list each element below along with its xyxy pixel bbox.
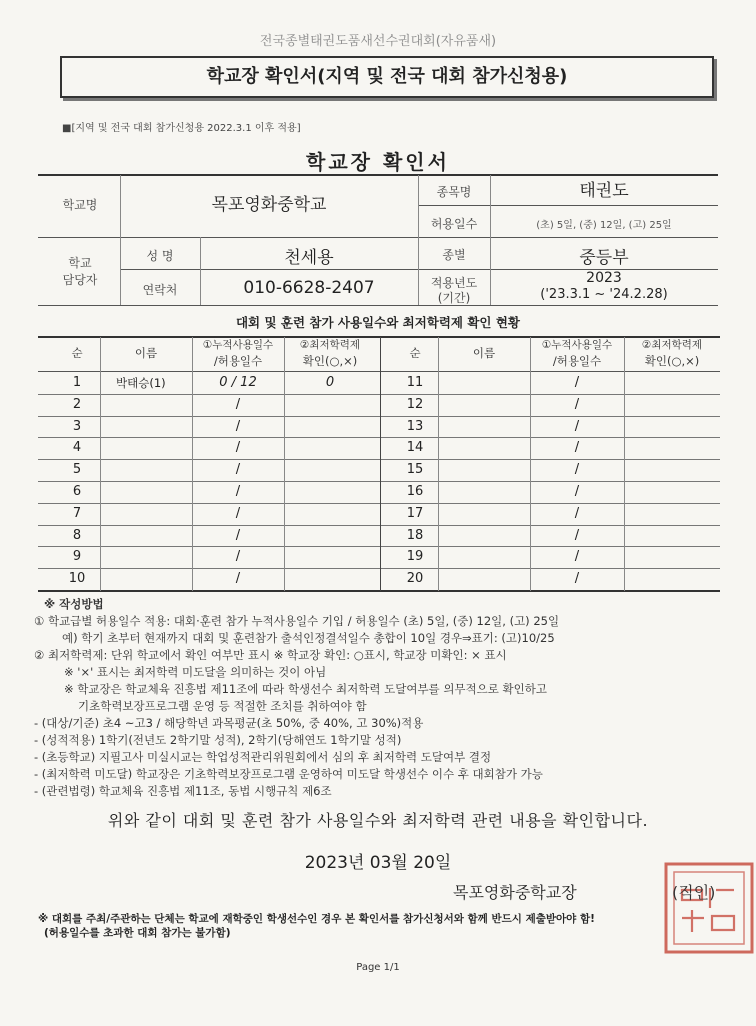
days-used: / bbox=[574, 484, 580, 499]
row-number: 16 bbox=[406, 484, 424, 499]
col-name-left: 이름 bbox=[134, 346, 158, 360]
detail-4: - (최저학력 미도달) 학교장은 기초학력보장프로그램 운영하여 미도달 학생선수 이수 후 대회참가 가능 bbox=[34, 767, 543, 781]
days-used: / bbox=[235, 571, 241, 586]
row-number: 9 bbox=[72, 549, 82, 564]
submission-note-1: ※ 대회를 주최/주관하는 단체는 학교에 재학중인 학생선수인 경우 본 확인서를 참가신청서와 함께 반드시 제출받아야 함! bbox=[38, 913, 595, 925]
days-used: / bbox=[235, 419, 241, 434]
days-value: (초) 5일, (중) 12일, (고) 25일 bbox=[536, 220, 672, 231]
row-number: 19 bbox=[406, 549, 424, 564]
note-2a: ※ '×' 표시는 최저학력 미도달을 의미하는 것이 아님 bbox=[64, 665, 327, 679]
detail-1: - (대상/기준) 초4 ~고3 / 해당학년 과목평균(초 50%, 중 40%, 고 30%)적용 bbox=[34, 716, 424, 730]
school-label: 학교명 bbox=[62, 198, 98, 212]
note-1a: ① 학교급별 허용일수 적용: 대회·훈련 참가 누적사용일수 기입 / 허용일수 (초) 5일, (중) 12일, (고) 25일 bbox=[34, 614, 560, 628]
contact-value: 010-6628-2407 bbox=[243, 278, 375, 298]
detail-3: - (초등학교) 지필고사 미실시교는 학업성적관리위원회에서 심의 후 최저학력 도달여부 결정 bbox=[34, 750, 492, 764]
principal-signature: 목포영화중학교장 bbox=[453, 883, 577, 902]
days-used: / bbox=[235, 506, 241, 521]
row-number: 18 bbox=[406, 528, 424, 543]
days-used: / bbox=[235, 462, 241, 477]
notes-heading: ※ 작성방법 bbox=[44, 597, 104, 611]
days-used: / bbox=[574, 528, 580, 543]
submission-note bbox=[38, 912, 738, 940]
row-number: 2 bbox=[72, 397, 82, 412]
table-header-line bbox=[38, 371, 720, 372]
col-min-left-2: 확인(○,×) bbox=[302, 354, 358, 368]
table-title: 대회 및 훈련 참가 사용일수와 최저학력제 확인 현황 bbox=[235, 315, 521, 330]
contact-label: 연락처 bbox=[142, 283, 178, 297]
row-number: 11 bbox=[406, 375, 424, 390]
table-row-line bbox=[38, 503, 720, 504]
seal-label: (직인) bbox=[672, 883, 716, 902]
event-value: 태권도 bbox=[579, 181, 629, 201]
table-divider bbox=[192, 337, 193, 591]
col-min-right-1: ②최저학력제 bbox=[641, 339, 703, 351]
row-number: 15 bbox=[406, 462, 424, 477]
note-1b: 예) 학기 초부터 현재까지 대회 및 훈련참가 출석인정결석일수 총합이 10일 경우⇒표기: (고)10/25 bbox=[62, 631, 555, 645]
detail-5: - (관련법령) 학교체육 진흥법 제11조, 동법 시행규칙 제6조 bbox=[34, 784, 332, 798]
page-number: Page 1/1 bbox=[356, 962, 400, 973]
table-divider bbox=[284, 337, 285, 591]
col-days-left-1: ①누적사용일수 bbox=[202, 339, 274, 351]
days-used: / bbox=[574, 419, 580, 434]
name-value: 천세용 bbox=[284, 248, 334, 268]
type-value: 중등부 bbox=[579, 248, 629, 268]
row-number: 20 bbox=[406, 571, 424, 586]
row-number: 6 bbox=[72, 484, 82, 499]
confirmation-date: 2023년 03월 20일 bbox=[304, 853, 452, 873]
student-name: 박태승(1) bbox=[116, 376, 166, 390]
row-number: 7 bbox=[72, 506, 82, 521]
table-divider bbox=[380, 337, 381, 591]
row-number: 4 bbox=[72, 440, 82, 455]
type-label: 종별 bbox=[442, 248, 466, 262]
days-used: / bbox=[235, 440, 241, 455]
col-days-right-2: /허용일수 bbox=[552, 354, 602, 368]
days-used: 0 / 12 bbox=[219, 375, 257, 390]
manager-label-1: 학교 bbox=[68, 256, 92, 270]
table-row-line bbox=[38, 525, 720, 526]
period-value: ('23.3.1 ~ '24.2.28) bbox=[540, 287, 668, 302]
submission-note-2: (허용일수를 초과한 대회 참가는 불가함) bbox=[44, 927, 231, 939]
form-title-box: 학교장 확인서(지역 및 전국 대회 참가신청용) bbox=[60, 56, 714, 98]
row-number: 12 bbox=[406, 397, 424, 412]
application-note: ■[지역 및 전국 대회 참가신청용 2022.3.1 이후 적용] bbox=[62, 123, 301, 134]
col-days-right-1: ①누적사용일수 bbox=[541, 339, 613, 351]
note-2c: 기초학력보장프로그램 운영 등 적절한 조치를 취하여야 함 bbox=[78, 699, 367, 713]
year-label-1: 적용년도 bbox=[430, 276, 478, 290]
days-used: / bbox=[574, 549, 580, 564]
col-name-right: 이름 bbox=[472, 346, 496, 360]
instructions bbox=[34, 596, 734, 800]
col-min-left-1: ②최저학력제 bbox=[299, 339, 361, 351]
days-used: / bbox=[235, 549, 241, 564]
table-row-line bbox=[38, 590, 720, 592]
event-label: 종목명 bbox=[436, 185, 472, 199]
info-line bbox=[38, 305, 718, 306]
manager-label-2: 담당자 bbox=[62, 273, 98, 287]
days-used: / bbox=[235, 528, 241, 543]
year-value: 2023 bbox=[586, 270, 622, 286]
event-name: 전국종별태권도품새선수권대회(자유품새) bbox=[259, 34, 497, 49]
days-used: / bbox=[574, 375, 580, 390]
row-number: 8 bbox=[72, 528, 82, 543]
table-divider bbox=[530, 337, 531, 591]
row-number: 13 bbox=[406, 419, 424, 434]
row-number: 17 bbox=[406, 506, 424, 521]
days-used: / bbox=[235, 397, 241, 412]
days-label: 허용일수 bbox=[430, 217, 478, 231]
info-line bbox=[38, 237, 718, 238]
days-used: / bbox=[574, 462, 580, 477]
days-used: / bbox=[574, 440, 580, 455]
table-row-line bbox=[38, 568, 720, 569]
col-min-right-2: 확인(○,×) bbox=[644, 354, 700, 368]
days-used: / bbox=[574, 397, 580, 412]
name-label: 성 명 bbox=[146, 249, 174, 263]
note-2b: ※ 학교장은 학교체육 진흥법 제11조에 따라 학생선수 최저학력 도달여부를 의무적으로 확인하고 bbox=[64, 682, 547, 696]
table-row-line bbox=[38, 546, 720, 547]
table-divider bbox=[100, 337, 101, 591]
table-row-line bbox=[38, 416, 720, 417]
row-number: 5 bbox=[72, 462, 82, 477]
school-value: 목포영화중학교 bbox=[211, 195, 327, 215]
official-seal-stamp bbox=[652, 860, 756, 960]
days-used: / bbox=[574, 571, 580, 586]
col-num-left: 순 bbox=[71, 346, 83, 360]
info-line bbox=[418, 205, 718, 206]
table-row-line bbox=[38, 437, 720, 438]
year-label-2: (기간) bbox=[437, 291, 471, 305]
confirmation-statement: 위와 같이 대회 및 훈련 참가 사용일수와 최저학력 관련 내용을 확인합니다. bbox=[107, 811, 649, 830]
row-number: 10 bbox=[68, 571, 86, 586]
min-academic-check: 0 bbox=[325, 375, 335, 390]
table-row-line bbox=[38, 459, 720, 460]
row-number: 1 bbox=[72, 375, 82, 390]
table-divider bbox=[438, 337, 439, 591]
col-num-right: 순 bbox=[409, 346, 421, 360]
table-row-line bbox=[38, 481, 720, 482]
document-title: 학교장 확인서 bbox=[306, 150, 450, 174]
row-number: 14 bbox=[406, 440, 424, 455]
table-row-line bbox=[38, 394, 720, 395]
row-number: 3 bbox=[72, 419, 82, 434]
detail-2: - (성적적용) 1학기(전년도 2학기말 성적), 2학기(당해연도 1학기말 성적) bbox=[34, 733, 402, 747]
days-used: / bbox=[574, 506, 580, 521]
col-days-left-2: /허용일수 bbox=[213, 354, 263, 368]
table-divider bbox=[624, 337, 625, 591]
days-used: / bbox=[235, 484, 241, 499]
note-2: ② 최저학력제: 단위 학교에서 확인 여부만 표시 ※ 학교장 확인: ○표시, 학교장 미확인: × 표시 bbox=[34, 648, 507, 662]
